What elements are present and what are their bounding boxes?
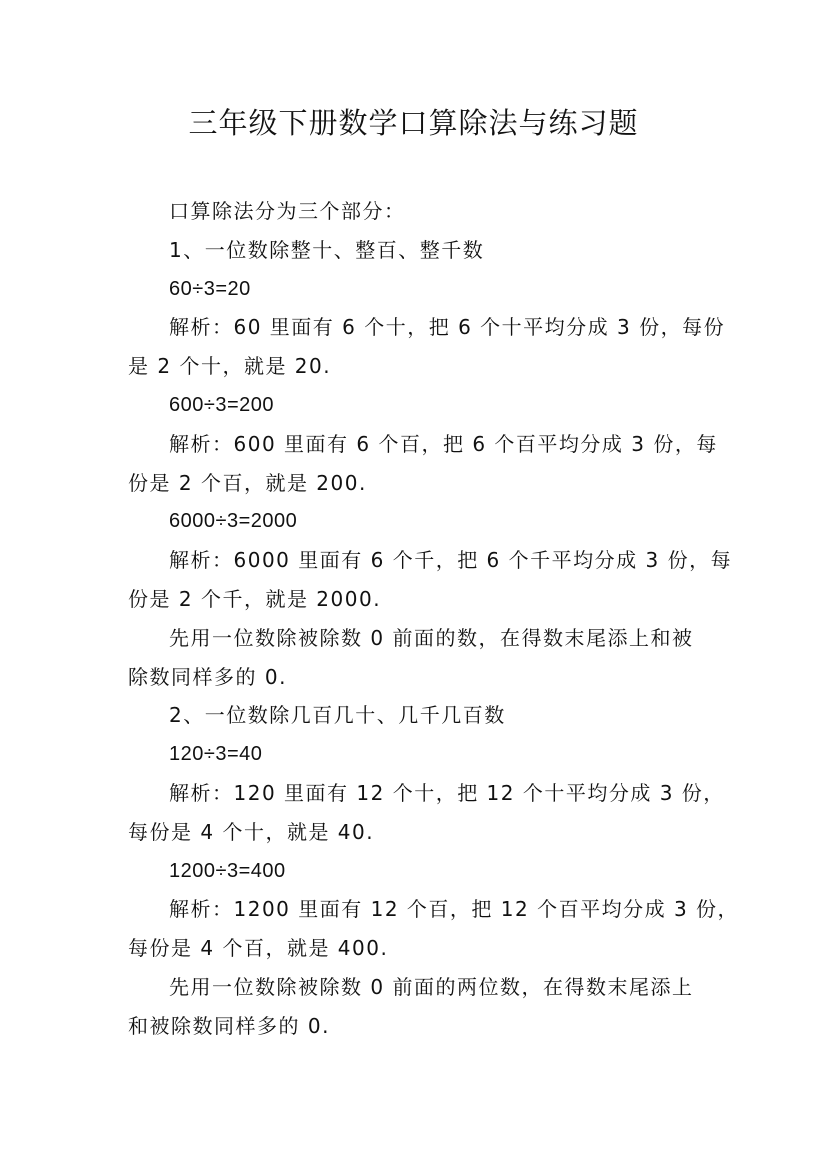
- equation-line: 120÷3=40: [169, 743, 263, 765]
- equation-line: 1200÷3=400: [169, 860, 286, 882]
- text-line: 除数同样多的 0.: [128, 665, 287, 689]
- equation-line: 60÷3=20: [169, 278, 251, 300]
- text-line: 解析：120 里面有 12 个十，把 12 个十平均分成 3 份，: [169, 781, 725, 805]
- page-title: 三年级下册数学口算除法与练习题: [188, 106, 639, 140]
- section-heading: 2、一位数除几百几十、几千几百数: [169, 703, 506, 727]
- text-line: 每份是 4 个十，就是 40.: [128, 820, 375, 844]
- text-line: 解析：600 里面有 6 个百，把 6 个百平均分成 3 份，每: [169, 432, 718, 456]
- text-line: 解析：6000 里面有 6 个千，把 6 个千平均分成 3 份，每: [169, 548, 733, 572]
- equation-line: 6000÷3=2000: [169, 510, 298, 532]
- text-line: 是 2 个十，就是 20.: [128, 354, 332, 378]
- equation-line: 600÷3=200: [169, 394, 275, 416]
- text-line: 先用一位数除被除数 0 前面的数，在得数末尾添上和被: [169, 626, 694, 650]
- text-line: 和被除数同样多的 0.: [128, 1014, 330, 1038]
- text-line: 份是 2 个百，就是 200.: [128, 471, 367, 495]
- text-line: 每份是 4 个百，就是 400.: [128, 936, 389, 960]
- text-line: 解析：60 里面有 6 个十，把 6 个十平均分成 3 份，每份: [169, 315, 726, 339]
- text-line: 份是 2 个千，就是 2000.: [128, 587, 382, 611]
- text-line: 先用一位数除被除数 0 前面的两位数，在得数末尾添上: [169, 975, 694, 999]
- section-heading: 1、一位数除整十、整百、整千数: [169, 238, 485, 262]
- text-line: 口算除法分为三个部分：: [169, 199, 406, 223]
- text-line: 解析：1200 里面有 12 个百，把 12 个百平均分成 3 份，: [169, 897, 740, 921]
